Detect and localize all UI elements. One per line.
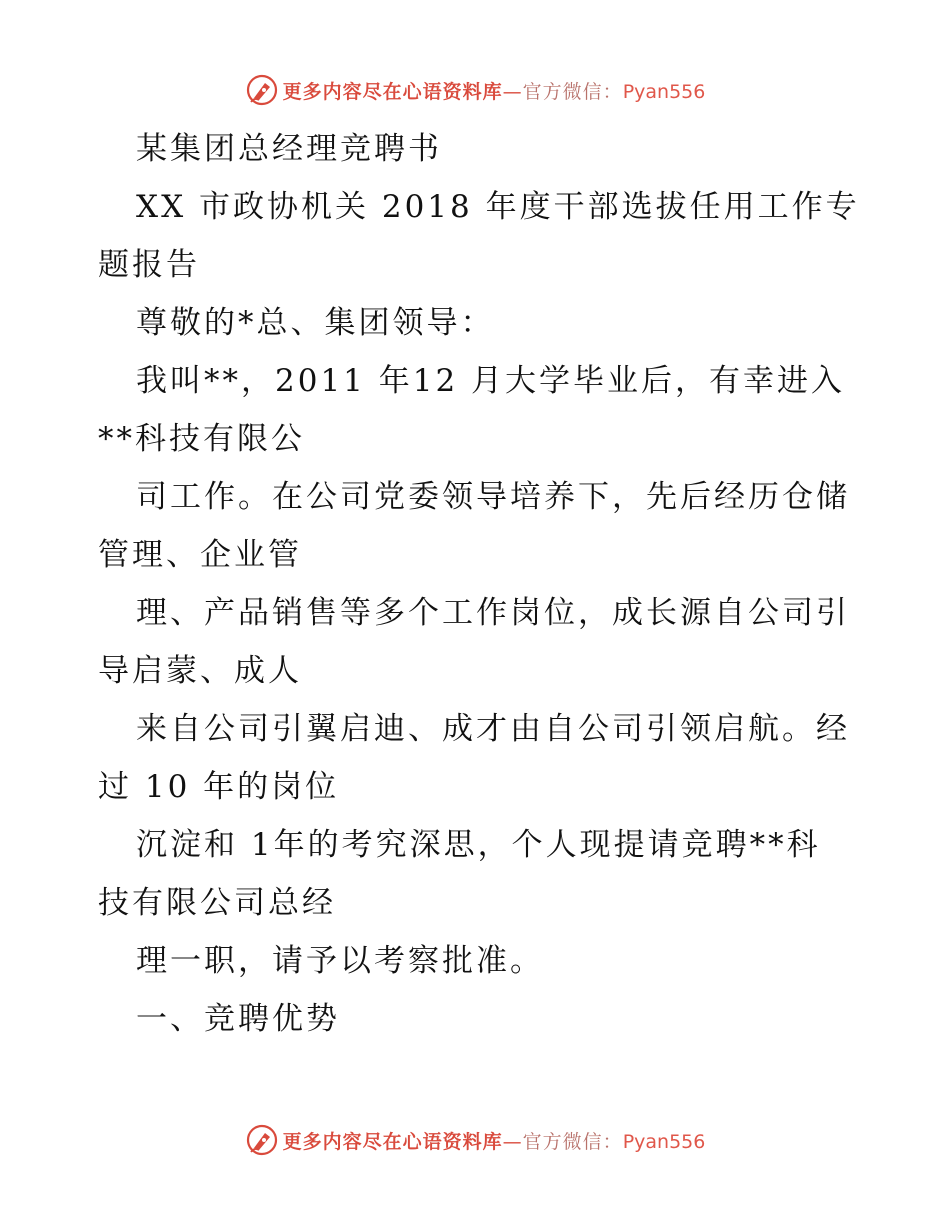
doc-line: 沉淀和 1年的考究深思，个人现提请竞聘**科 xyxy=(136,827,821,863)
doc-line: 技有限公司总经 xyxy=(98,885,336,921)
doc-line: 导启蒙、成人 xyxy=(98,653,302,689)
watermark-wechat-id: Pyan556 xyxy=(622,1130,706,1153)
section-heading: 一、竞聘优势 xyxy=(136,1001,340,1037)
watermark-brand: 更多内容尽在心语资料库 xyxy=(282,1130,503,1153)
doc-line: 题报告 xyxy=(98,247,200,283)
watermark-brand: 更多内容尽在心语资料库 xyxy=(282,80,503,103)
watermark-wechat-label: 官方微信： xyxy=(522,1130,623,1153)
pen-nib-logo-icon xyxy=(245,1123,279,1157)
doc-line: 理一职，请予以考察批准。 xyxy=(136,943,544,979)
watermark-dash: — xyxy=(502,1130,523,1153)
doc-title: 某集团总经理竞聘书 xyxy=(136,131,442,167)
footer-watermark xyxy=(0,1120,950,1160)
pen-nib-logo-icon xyxy=(245,73,279,107)
document-body xyxy=(98,120,858,1048)
watermark-wechat-label: 官方微信： xyxy=(522,80,623,103)
watermark-dash: — xyxy=(502,80,523,103)
doc-line: XX 市政协机关 2018 年度干部选拔任用工作专 xyxy=(136,189,860,225)
doc-line: 过 10 年的岗位 xyxy=(98,769,340,805)
doc-line: 来自公司引翼启迪、成才由自公司引领启航。经 xyxy=(136,711,850,747)
header-watermark xyxy=(0,70,950,110)
doc-line: **科技有限公 xyxy=(98,421,305,457)
salutation: 尊敬的*总、集团领导： xyxy=(136,305,495,341)
doc-line: 管理、企业管 xyxy=(98,537,302,573)
doc-line: 司工作。在公司党委领导培养下，先后经历仓储 xyxy=(136,479,850,515)
watermark-wechat-id: Pyan556 xyxy=(622,80,706,103)
doc-line: 理、产品销售等多个工作岗位，成长源自公司引 xyxy=(136,595,850,631)
doc-line: 我叫**，2011 年12 月大学毕业后，有幸进入 xyxy=(136,363,846,399)
